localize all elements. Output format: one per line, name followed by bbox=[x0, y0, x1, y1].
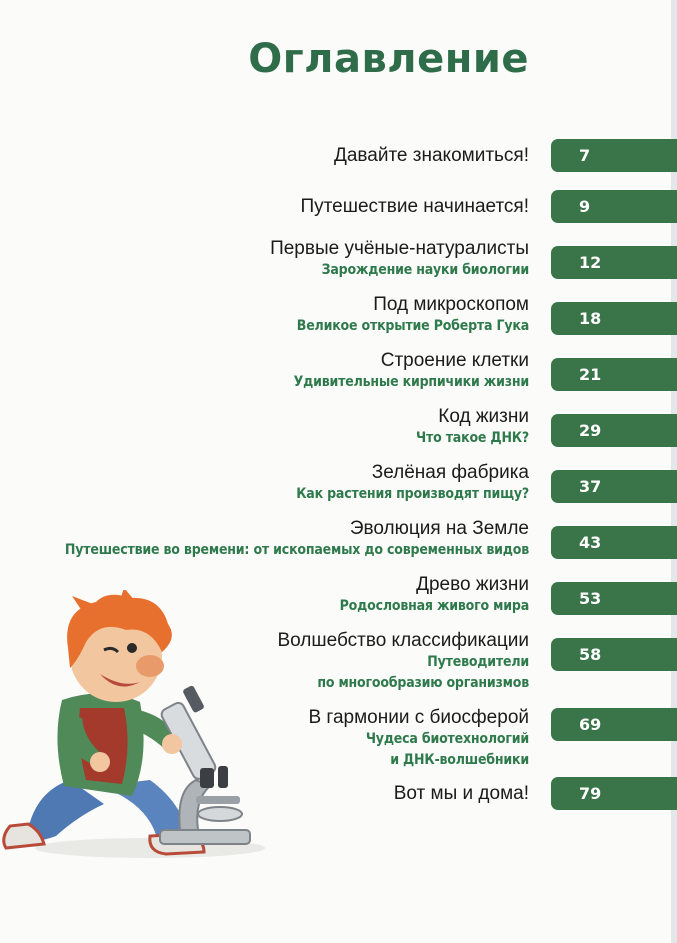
entry-title: Код жизни bbox=[438, 406, 529, 427]
entry-subtitle: и ДНК-волшебники bbox=[390, 752, 529, 768]
page-number-tab[interactable]: 7 bbox=[551, 139, 677, 172]
page-number-tab[interactable]: 18 bbox=[551, 302, 677, 335]
toc-entry[interactable] bbox=[297, 293, 529, 337]
entry-subtitle: Что такое ДНК? bbox=[415, 430, 529, 446]
entry-title: Волшебство классификации bbox=[277, 630, 529, 651]
boy-with-microscope-illustration bbox=[0, 590, 270, 880]
page-number-tab[interactable]: 9 bbox=[551, 190, 677, 223]
page-number-tab[interactable]: 29 bbox=[551, 414, 677, 447]
toc-entry[interactable] bbox=[270, 237, 529, 281]
toc-entry[interactable] bbox=[296, 461, 529, 505]
entry-title: Зелёная фабрика bbox=[371, 462, 529, 483]
entry-subtitle: Великое открытие Роберта Гука bbox=[296, 318, 529, 334]
toc-entry[interactable] bbox=[277, 629, 529, 694]
entry-subtitle: Путешествие во времени: от ископаемых до современных видов bbox=[64, 542, 529, 558]
entry-title: Первые учёные-натуралисты bbox=[270, 238, 529, 259]
entry-title: В гармонии с биосферой bbox=[308, 707, 529, 728]
page-number-tab[interactable]: 53 bbox=[551, 582, 677, 615]
toc-entry[interactable] bbox=[334, 144, 529, 167]
entry-title: Путешествие начинается! bbox=[300, 196, 529, 217]
entry-subtitle: Зарождение науки биологии bbox=[321, 262, 529, 278]
entry-subtitle: Как растения производят пищу? bbox=[296, 486, 529, 502]
toc-entry[interactable] bbox=[294, 349, 529, 393]
toc-entry[interactable] bbox=[416, 405, 529, 449]
entry-subtitle: по многообразию организмов bbox=[317, 675, 529, 691]
entry-subtitle: Родословная живого мира bbox=[339, 598, 529, 614]
toc-entry[interactable] bbox=[394, 782, 529, 805]
page-number-tab[interactable]: 58 bbox=[551, 638, 677, 671]
entry-title: Древо жизни bbox=[416, 574, 529, 595]
toc-entry[interactable] bbox=[65, 517, 529, 561]
page-number-tab[interactable]: 43 bbox=[551, 526, 677, 559]
toc-entry[interactable] bbox=[308, 706, 529, 771]
entry-title: Вот мы и дома! bbox=[393, 783, 529, 804]
page-title: Оглавление bbox=[248, 36, 529, 82]
page-number-tab[interactable]: 12 bbox=[551, 246, 677, 279]
page-number-tab[interactable]: 69 bbox=[551, 708, 677, 741]
entry-subtitle: Путеводители bbox=[427, 654, 529, 670]
entry-title: Давайте знакомиться! bbox=[333, 145, 529, 166]
toc-entry[interactable] bbox=[340, 573, 529, 617]
entry-title: Строение клетки bbox=[380, 350, 529, 371]
entry-subtitle: Удивительные кирпичики жизни bbox=[293, 374, 529, 390]
entry-title: Под микроскопом bbox=[373, 294, 529, 315]
page-number-tab[interactable]: 37 bbox=[551, 470, 677, 503]
page-number-tab[interactable]: 21 bbox=[551, 358, 677, 391]
entry-subtitle: Чудеса биотехнологий bbox=[365, 731, 529, 747]
page-number-tab[interactable]: 79 bbox=[551, 777, 677, 810]
entry-title: Эволюция на Земле bbox=[349, 518, 529, 539]
toc-entry[interactable] bbox=[301, 195, 529, 218]
